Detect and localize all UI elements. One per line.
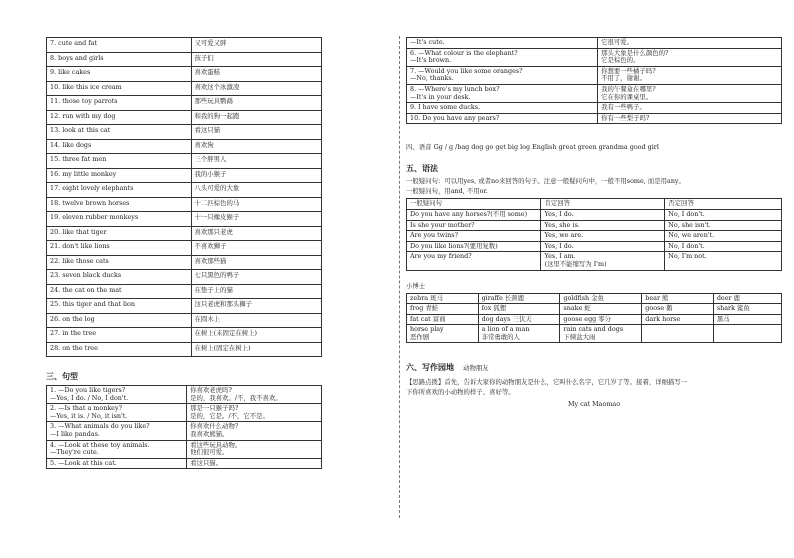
tips-row	[407, 293, 782, 304]
vocab-row	[47, 168, 322, 183]
sentence-chinese-text: 你想要一些橘子吗?	[601, 66, 656, 75]
grammar-row	[407, 252, 782, 270]
vocab-chinese: 八头可爱的大象	[191, 183, 322, 198]
vocab-chinese: 看这只猫	[191, 125, 322, 140]
tips-cell-text: fox 狐狸	[481, 304, 507, 313]
tips-row	[407, 314, 782, 325]
sentence-chinese	[598, 66, 782, 84]
vocab-english: 15. three fat men	[47, 154, 192, 169]
writing-tip-line-1	[406, 377, 782, 387]
sentence-chinese	[598, 84, 782, 102]
tips-cell	[407, 293, 479, 304]
vocab-english: 16. my little monkey	[47, 168, 192, 183]
grammar-cell	[665, 252, 782, 270]
vocab-row	[47, 255, 322, 270]
sentence-chinese-text: 它是棕色的。	[601, 56, 640, 65]
grammar-header: 一般疑问句	[407, 199, 541, 210]
sentence-row	[47, 404, 322, 422]
tips-cell	[642, 293, 714, 304]
grammar-cell	[665, 209, 782, 220]
sentence-chinese-text: 他们很可爱。	[190, 448, 229, 457]
sentence-chinese-text: 是的，它是。/不，它不是。	[190, 411, 269, 420]
writing-tip-line-2: 下你所喜欢的小动物的样子、喜好等。	[406, 388, 515, 397]
grammar-cell-text: No, I don't.	[668, 209, 705, 218]
sentence-chinese	[187, 458, 322, 469]
vocab-english: 23. seven black ducks	[47, 270, 192, 285]
tips-cell-text: 非常勇敢的人	[481, 332, 520, 341]
grammar-cell	[665, 231, 782, 242]
grammar-cell	[407, 241, 541, 252]
tips-cell-text: goldfish 金鱼	[563, 293, 604, 302]
sentence-english	[407, 84, 598, 102]
writing-tip-text-1: 首先，告诉大家你的动物朋友是什么，它叫什么名字，它几岁了等。接着，详细描写一	[444, 378, 688, 387]
sentence-english-text: 9. I have some ducks.	[410, 103, 481, 112]
sentence-english-text: 8. —Where's my lunch box?	[410, 84, 500, 93]
sentence-english-text: —They're cute.	[50, 448, 99, 457]
sentence-chinese	[187, 386, 322, 404]
grammar-cell-text: No, we aren't.	[668, 231, 715, 240]
sentence-english	[47, 386, 187, 404]
grammar-cell-text: No, I'm not.	[668, 252, 707, 261]
tips-cell-text: rain cats and dogs	[563, 325, 624, 334]
sentence-english	[47, 422, 187, 440]
grammar-cell-text: Do you like lions?(要用复数)	[410, 241, 498, 250]
vocab-chinese: 在垫子上的猫	[191, 284, 322, 299]
tips-cell	[642, 304, 714, 315]
left-column	[46, 0, 322, 469]
vocab-chinese: 喜欢狗	[191, 139, 322, 154]
sentence-chinese-text: 你有一些梨子吗?	[601, 113, 650, 122]
tips-cell	[478, 304, 560, 315]
sentence-english-text: —It's brown.	[410, 56, 452, 65]
vocab-chinese: 七只黑色的鸭子	[191, 270, 322, 285]
sentence-english-text: —Yes, I do. / No, I don't.	[50, 393, 129, 402]
writing-title: 六、写作园地	[406, 363, 454, 373]
sentence-english-text: 5. —Look at this cat.	[50, 458, 117, 467]
vocab-chinese: 十二匹棕色的马	[191, 197, 322, 212]
grammar-cell	[541, 252, 665, 270]
tips-cell-text: 黑马	[716, 314, 730, 323]
sentence-english-text: —I like pandas.	[50, 429, 100, 438]
grammar-header: 肯定回答	[541, 199, 665, 210]
vocab-chinese: 喜欢那只老虎	[191, 226, 322, 241]
tips-cell	[407, 304, 479, 315]
vocab-english: 17. eight lovely elephants	[47, 183, 192, 198]
vocab-english: 8. boys and girls	[47, 52, 192, 67]
sentence-english	[47, 458, 187, 469]
tips-cell	[478, 293, 560, 304]
sentence-english-text: 4. —Look at these toy animals.	[50, 440, 150, 449]
sentence-english-text: 2. —Is that a monkey?	[50, 404, 123, 413]
sentence-chinese-text: 我的午餐盒在哪里?	[601, 84, 656, 93]
vocab-english: 28. on the tree	[47, 342, 192, 357]
vocab-row	[47, 52, 322, 67]
tips-cell	[642, 325, 714, 343]
vocab-english: 24. the cat on the mat	[47, 284, 192, 299]
grammar-para-1: 一般疑问句：可以用yes, 或者no来回答的句子。注意一般疑问句中，一般不用some, 而是用any。	[406, 177, 685, 186]
vocab-chinese: 在圆木上	[191, 313, 322, 328]
vocab-row	[47, 226, 322, 241]
sentence-english-text: —It's in your desk.	[410, 92, 471, 101]
sentence-chinese-text: 是的，我喜欢。/不，我不喜欢。	[190, 393, 282, 402]
vocab-english: 21. don't like lions	[47, 241, 192, 256]
sentence-chinese	[187, 422, 322, 440]
grammar-cell-text: Do you have any horses?(不用 some)	[410, 209, 528, 218]
sentence-english-text: 7. —Would you like some oranges?	[410, 66, 523, 75]
vocab-row	[47, 241, 322, 256]
vocabulary-table	[46, 37, 322, 357]
grammar-cell-text: Yes, we are.	[544, 231, 584, 240]
vocab-row	[47, 183, 322, 198]
grammar-cell-text: No, I don't.	[668, 241, 705, 250]
grammar-title: 五、语法	[406, 164, 438, 174]
vocab-chinese: 在树上(末固定在树上)	[191, 328, 322, 343]
vocab-row	[47, 81, 322, 96]
grammar-row	[407, 220, 782, 231]
vocab-english: 18. twelve brown horses	[47, 197, 192, 212]
tips-cell-text: dark horse	[645, 314, 681, 323]
vocab-chinese: 三个胖男人	[191, 154, 322, 169]
sentence-english-text: 10. Do you have any pears?	[410, 113, 500, 122]
tips-cell-text: fat cat 富商	[410, 314, 446, 323]
sentence-row	[407, 38, 782, 49]
right-column	[406, 0, 782, 408]
tips-row	[407, 304, 782, 315]
tips-cell	[407, 314, 479, 325]
grammar-cell	[407, 252, 541, 270]
grammar-cell	[541, 231, 665, 242]
grammar-cell-text: No, she isn't.	[668, 220, 711, 229]
vocab-row	[47, 96, 322, 111]
tips-cell-text: zebra 斑马	[410, 293, 443, 302]
vocab-english: 7. cute and fat	[47, 38, 192, 53]
tips-cell-text: 恶作剧	[410, 332, 430, 341]
grammar-row	[407, 231, 782, 242]
grammar-cell	[665, 241, 782, 252]
tips-cell	[407, 325, 479, 343]
sentence-row	[47, 422, 322, 440]
tips-cell-text: goose egg 零分	[563, 314, 612, 323]
sentence-chinese	[598, 113, 782, 124]
sentence-chinese	[598, 103, 782, 114]
sentence-row	[47, 386, 322, 404]
sentence-english-text: 1. —Do you like tigers?	[50, 386, 126, 394]
writing-tip-label: 【思路点拨】	[406, 378, 445, 387]
sentence-chinese-text: 我喜欢熊猫。	[190, 429, 229, 438]
vocab-row	[47, 270, 322, 285]
vocab-english: 10. like this ice cream	[47, 81, 192, 96]
tips-cell	[713, 293, 781, 304]
vocab-row	[47, 197, 322, 212]
vocab-chinese: 孩子们	[191, 52, 322, 67]
sentence-table-left	[46, 385, 322, 469]
sentence-row	[407, 113, 782, 124]
vocab-chinese: 不喜欢狮子	[191, 241, 322, 256]
grammar-table	[406, 198, 782, 270]
tips-cell-text: dog days 三伏天	[481, 314, 532, 323]
sentence-english	[407, 66, 598, 84]
vocab-row	[47, 67, 322, 82]
tips-cell-text: a lion of a man	[481, 325, 530, 334]
vocab-chinese: 那些玩具鹦鹉	[191, 96, 322, 111]
grammar-cell	[541, 220, 665, 231]
sentence-chinese-text: 看这些玩具动物。	[190, 440, 242, 449]
tips-cell-text: snake 蛇	[563, 304, 591, 313]
vocab-english: 20. like that tiger	[47, 226, 192, 241]
grammar-cell	[541, 241, 665, 252]
grammar-cell	[407, 209, 541, 220]
sentence-english-text: —No, thanks.	[410, 74, 454, 83]
vocab-chinese: 又可爱又胖	[191, 38, 322, 53]
tips-cell	[560, 314, 642, 325]
sentence-english	[407, 48, 598, 66]
vocab-row	[47, 284, 322, 299]
tips-title: 小博士	[406, 281, 426, 290]
tips-cell-text: goose 鹅	[645, 304, 673, 313]
grammar-cell-text: Yes, I am.	[544, 252, 576, 261]
sentence-row	[407, 84, 782, 102]
sentence-table-right	[406, 37, 782, 124]
vocab-english: 25. this tiger and that lion	[47, 299, 192, 314]
vocab-chinese: 我的小猴子	[191, 168, 322, 183]
tips-cell	[560, 325, 642, 343]
sentence-english-text: 6. —What colour is the elephant?	[410, 48, 518, 57]
vocab-row	[47, 342, 322, 357]
sentence-chinese-text: 你喜欢什么动物?	[190, 422, 239, 431]
grammar-cell-text: (这里不能缩写为 I'm)	[544, 259, 607, 268]
tips-row	[407, 325, 782, 343]
grammar-row	[407, 209, 782, 220]
section-3-title: 三、句型	[46, 372, 78, 381]
vocab-chinese: 十一只橡皮猴子	[191, 212, 322, 227]
sentence-row	[47, 440, 322, 458]
vocab-english: 11. those toy parrots	[47, 96, 192, 111]
tips-cell	[560, 304, 642, 315]
vocab-english: 13. look at this cat	[47, 125, 192, 140]
vocab-english: 12. run with my dog	[47, 110, 192, 125]
vocab-row	[47, 154, 322, 169]
tips-cell-text: horse play	[410, 325, 444, 334]
writing-caption: My cat Maomao	[567, 400, 621, 409]
sentence-chinese	[187, 404, 322, 422]
tips-cell-text: shark 鲨鱼	[716, 304, 750, 313]
sentence-chinese-text: 你喜欢老虎吗?	[190, 386, 232, 394]
sentence-english	[407, 103, 598, 114]
grammar-cell-text: Is she your mother?	[410, 220, 475, 229]
vocab-english: 27. in the tree	[47, 328, 192, 343]
vocab-row	[47, 212, 322, 227]
grammar-cell-text: Yes, she is.	[544, 220, 580, 229]
vocab-row	[47, 38, 322, 53]
column-divider	[399, 36, 400, 518]
sentence-chinese-text: 不用了，谢谢。	[601, 74, 646, 83]
sentence-row	[407, 48, 782, 66]
sentence-chinese-text: 那是一只猴子吗?	[190, 404, 239, 413]
sentence-chinese	[598, 48, 782, 66]
vocab-english: 19. eleven rubber monkeys	[47, 212, 192, 227]
grammar-cell	[407, 220, 541, 231]
grammar-cell-text: Yes, I do.	[544, 209, 574, 218]
sentence-chinese-text: 那头大象是什么颜色的?	[601, 48, 669, 57]
grammar-row	[407, 241, 782, 252]
tips-cell	[642, 314, 714, 325]
tips-cell	[713, 325, 781, 343]
sentence-english	[407, 38, 598, 49]
vocab-chinese: 这只老虎和那头狮子	[191, 299, 322, 314]
sentence-english-text: —It's cute.	[410, 38, 445, 46]
grammar-header-row	[407, 199, 782, 210]
sentence-row	[47, 458, 322, 469]
tips-cell-text: giraffe 长颈鹿	[481, 293, 525, 302]
sentence-english	[47, 440, 187, 458]
sentence-chinese	[187, 440, 322, 458]
vocab-english: 14. like dogs	[47, 139, 192, 154]
tips-cell-text: bear 熊	[645, 293, 669, 302]
sentence-english-text: 3. —What animals do you like?	[50, 422, 150, 431]
vocab-chinese: 喜欢那些猫	[191, 255, 322, 270]
vocab-chinese: 喜欢这个冰激凌	[191, 81, 322, 96]
tips-cell	[478, 314, 560, 325]
writing-subtitle: 动物朋友	[463, 364, 489, 373]
tips-cell	[560, 293, 642, 304]
sentence-english	[47, 404, 187, 422]
tips-cell-text: frog 青蛙	[410, 304, 439, 313]
sentence-chinese-text: 看这只猫。	[190, 458, 223, 467]
grammar-cell-text: Are you my friend?	[410, 252, 472, 261]
tips-table	[406, 293, 782, 344]
grammar-cell-text: Are you twins?	[410, 231, 458, 240]
phonics-line: 四、语音 Gg / g /bag dog go get big log English great green grandma good girl	[406, 143, 659, 152]
sentence-chinese-text: 它在你的课桌里。	[601, 92, 653, 101]
sentence-english-text: —Yes, it is. / No, it isn't.	[50, 411, 128, 420]
sentence-chinese-text: 我有一些鸭子。	[601, 103, 646, 112]
tips-cell-text: deer 鹿	[716, 293, 740, 302]
sentence-chinese	[598, 38, 782, 49]
vocab-english: 26. on the log	[47, 313, 192, 328]
vocab-english: 9. like cakes	[47, 67, 192, 82]
vocab-row	[47, 139, 322, 154]
vocab-chinese: 喜欢蛋糕	[191, 67, 322, 82]
vocab-chinese: 在树上(固定在树上)	[191, 342, 322, 357]
grammar-para-2: 一般疑问句，用and, 不用or.	[406, 187, 488, 196]
vocab-english: 22. like those cats	[47, 255, 192, 270]
vocab-row	[47, 313, 322, 328]
vocab-row	[47, 110, 322, 125]
sentence-row	[407, 103, 782, 114]
tips-cell	[478, 325, 560, 343]
grammar-cell-text: Yes, I do.	[544, 241, 574, 250]
grammar-header: 否定回答	[665, 199, 782, 210]
tips-cell	[713, 304, 781, 315]
grammar-cell	[407, 231, 541, 242]
tips-cell	[713, 314, 781, 325]
grammar-cell	[541, 209, 665, 220]
vocab-row	[47, 299, 322, 314]
tips-cell-text: 下倾盆大雨	[563, 332, 596, 341]
vocab-chinese: 和我的狗一起跑	[191, 110, 322, 125]
writing-heading	[406, 355, 782, 374]
sentence-english	[407, 113, 598, 124]
sentence-chinese-text: 它很可爱。	[601, 38, 634, 46]
vocab-row	[47, 328, 322, 343]
sentence-row	[407, 66, 782, 84]
vocab-row	[47, 125, 322, 140]
grammar-cell	[665, 220, 782, 231]
